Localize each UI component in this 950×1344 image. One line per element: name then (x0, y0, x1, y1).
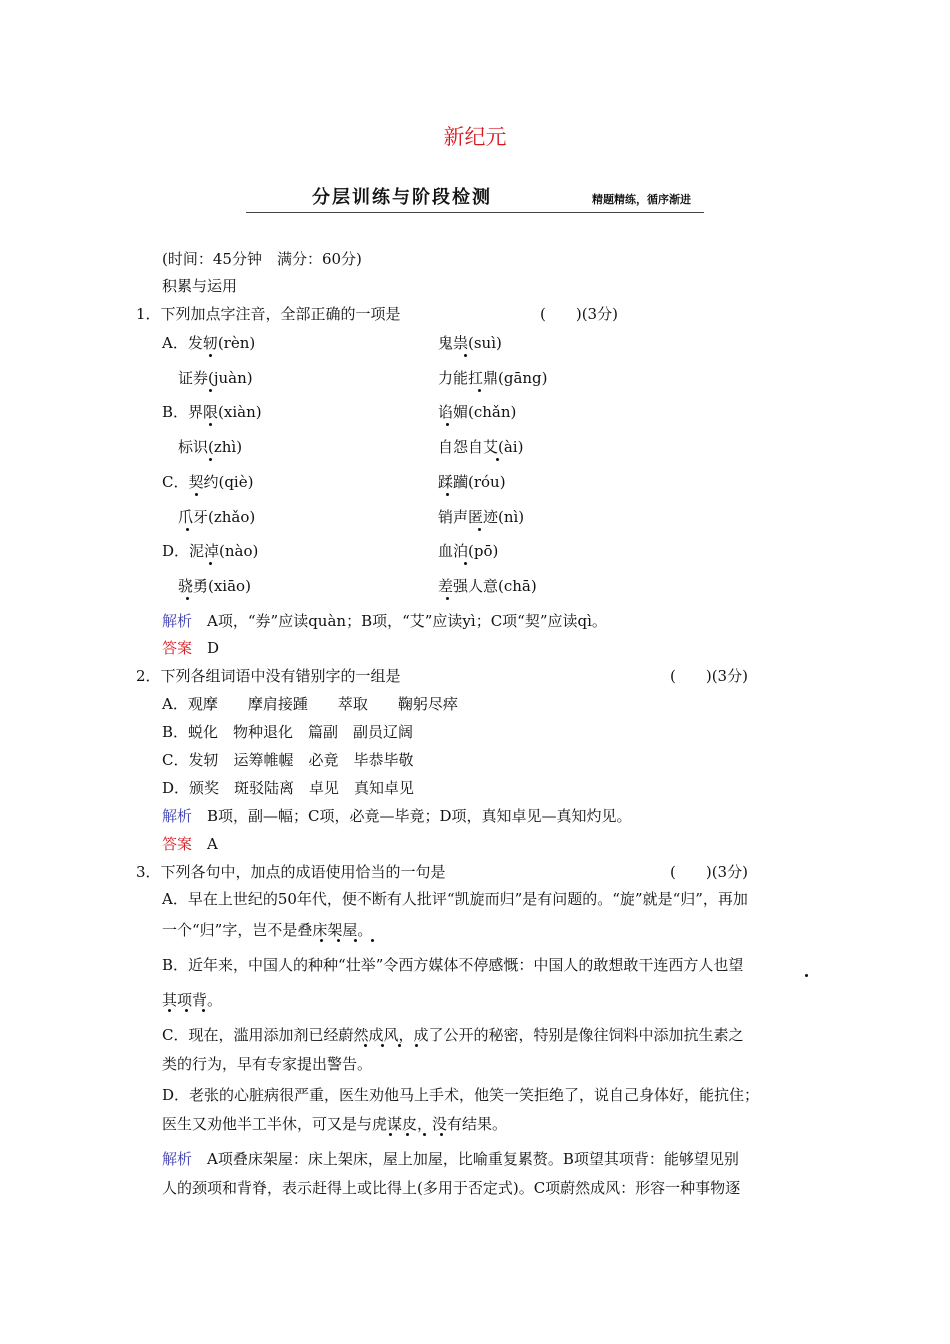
emphasis-dot (478, 528, 481, 531)
q2-option-d: D．颁奖 斑驳陆离 卓见 真知卓见 (162, 779, 415, 797)
q1-option-a-3: 证券(juàn) (178, 369, 253, 387)
q1-score: ( )(3分) (540, 305, 618, 323)
analysis-label: 解析 (162, 1150, 193, 1168)
emphasis-dot (446, 597, 449, 600)
emphasis-dot (202, 1009, 205, 1012)
q1-option-c-4: 销声匿迹(nì) (438, 508, 525, 526)
banner-divider (246, 212, 704, 213)
q3-line-2: 一个“归”字，岂不是叠床架屋。 (162, 921, 373, 939)
emphasis-dot (209, 354, 212, 357)
q1-option-c-3: 爪牙(zhǎo) (178, 508, 256, 526)
emphasis-dot (440, 1133, 443, 1136)
emphasis-dot (398, 1044, 401, 1047)
emphasis-dot (478, 389, 481, 392)
emphasis-dot (320, 939, 323, 942)
q2-analysis (162, 806, 632, 826)
emphasis-dot (381, 1044, 384, 1047)
q2-stem: 2．下列各组词语中没有错别字的一组是 (136, 667, 401, 685)
q1-option-d-3: 骁勇(xiāo) (178, 577, 251, 595)
q3-analysis (162, 1149, 739, 1169)
q3-line-8: 医生又劝他半工半休，可又是与虎谋皮，没有结果。 (162, 1115, 508, 1133)
emphasis-dot (195, 493, 198, 496)
emphasis-dot (209, 389, 212, 392)
q3-score: ( )(3分) (670, 863, 748, 881)
emphasis-dot (464, 354, 467, 357)
answer-label: 答案 (162, 639, 193, 657)
banner-title: 分层训练与阶段检测 (312, 187, 492, 208)
emphasis-dot (371, 939, 374, 942)
q1-option-b-4: 自怨自艾(ài) (438, 438, 524, 456)
q1-option-b-3: 标识(zhì) (178, 438, 243, 456)
q1-option-a-1: A．发轫(rèn) (162, 334, 256, 352)
emphasis-dot (186, 597, 189, 600)
emphasis-dot (446, 493, 449, 496)
q2-answer (162, 834, 218, 854)
emphasis-dot (168, 1009, 171, 1012)
q3-line-4: 其项背。 (162, 991, 223, 1009)
answer-label: 答案 (162, 835, 193, 853)
emphasis-dot (496, 458, 499, 461)
answer-text: D (207, 639, 220, 657)
section-title: 积累与运用 (162, 277, 238, 295)
q3-analysis-line-2: 人的颈项和背脊，表示赶得上或比得上(多用于否定式)。C项蔚然成风：形容一种事物逐 (162, 1179, 741, 1197)
analysis-text: B项，副—幅；C项，必竟—毕竟；D项，真知卓见—真知灼见。 (207, 807, 632, 825)
q1-option-a-4: 力能扛鼎(gāng) (438, 369, 548, 387)
emphasis-dot (209, 458, 212, 461)
emphasis-dot (209, 423, 212, 426)
banner-subtitle: 精题精练，循序渐进 (592, 193, 691, 206)
q3-line-3: B．近年来，中国人的种种“壮举”令西方媒体不停感慨：中国人的敢想敢干连西方人也望 (162, 956, 744, 974)
emphasis-dot (209, 562, 212, 565)
exam-meta: (时间：45分钟 满分：60分) (162, 250, 362, 268)
q1-answer (162, 638, 219, 658)
q1-option-b-1: B．界限(xiàn) (162, 403, 262, 421)
q2-option-c: C．发轫 运筹帷幄 必竟 毕恭毕敬 (162, 751, 414, 769)
analysis-label: 解析 (162, 807, 193, 825)
q1-stem: 1．下列加点字注音，全部正确的一项是 (136, 305, 401, 323)
emphasis-dot (805, 974, 808, 977)
emphasis-dot (389, 1133, 392, 1136)
q1-option-c-2: 蹂躏(róu) (438, 473, 506, 491)
emphasis-dot (406, 1133, 409, 1136)
q3-stem: 3．下列各句中，加点的成语使用恰当的一句是 (136, 863, 446, 881)
emphasis-dot (415, 1044, 418, 1047)
analysis-label: 解析 (162, 612, 193, 630)
emphasis-dot (186, 528, 189, 531)
q1-option-a-2: 鬼祟(suì) (438, 334, 502, 352)
q3-line-6: 类的行为，早有专家提出警告。 (162, 1055, 373, 1073)
q1-analysis (162, 611, 607, 631)
q3-line-7: D．老张的心脏病很严重，医生劝他马上手术，他笑一笑拒绝了，说自己身体好，能抗住； (162, 1086, 760, 1104)
emphasis-dot (337, 939, 340, 942)
brand-title: 新纪元 (443, 125, 507, 149)
q3-line-5: C．现在，滥用添加剂已经蔚然成风，成了公开的秘密，特别是像往饲料中添加抗生素之 (162, 1026, 744, 1044)
analysis-text: A项，“券”应读quàn；B项，“艾”应读yì；C项“契”应读qì。 (207, 612, 607, 630)
q2-score: ( )(3分) (670, 667, 748, 685)
q1-option-d-2: 血泊(pō) (438, 542, 499, 560)
emphasis-dot (464, 562, 467, 565)
answer-text: A (207, 835, 218, 853)
emphasis-dot (364, 1044, 367, 1047)
q2-option-b: B．蜕化 物种退化 篇副 副员辽阔 (162, 723, 414, 741)
q2-option-a: A．观摩 摩肩接踵 萃取 鞠躬尽瘁 (162, 695, 458, 713)
emphasis-dot (354, 939, 357, 942)
q1-option-c-1: C．契约(qiè) (162, 473, 254, 491)
q1-option-b-2: 谄媚(chǎn) (438, 403, 517, 421)
emphasis-dot (446, 423, 449, 426)
emphasis-dot (185, 1009, 188, 1012)
analysis-text-1: A项叠床架屋：床上架床，屋上加屋，比喻重复累赘。B项望其项背：能够望见别 (207, 1150, 739, 1168)
q1-option-d-1: D．泥淖(nào) (162, 542, 259, 560)
q3-line-1: A．早在上世纪的50年代，便不断有人批评“凯旋而归”是有问题的。“旋”就是“归”，再加 (162, 890, 748, 908)
emphasis-dot (423, 1133, 426, 1136)
q1-option-d-4: 差强人意(chā) (438, 577, 537, 595)
